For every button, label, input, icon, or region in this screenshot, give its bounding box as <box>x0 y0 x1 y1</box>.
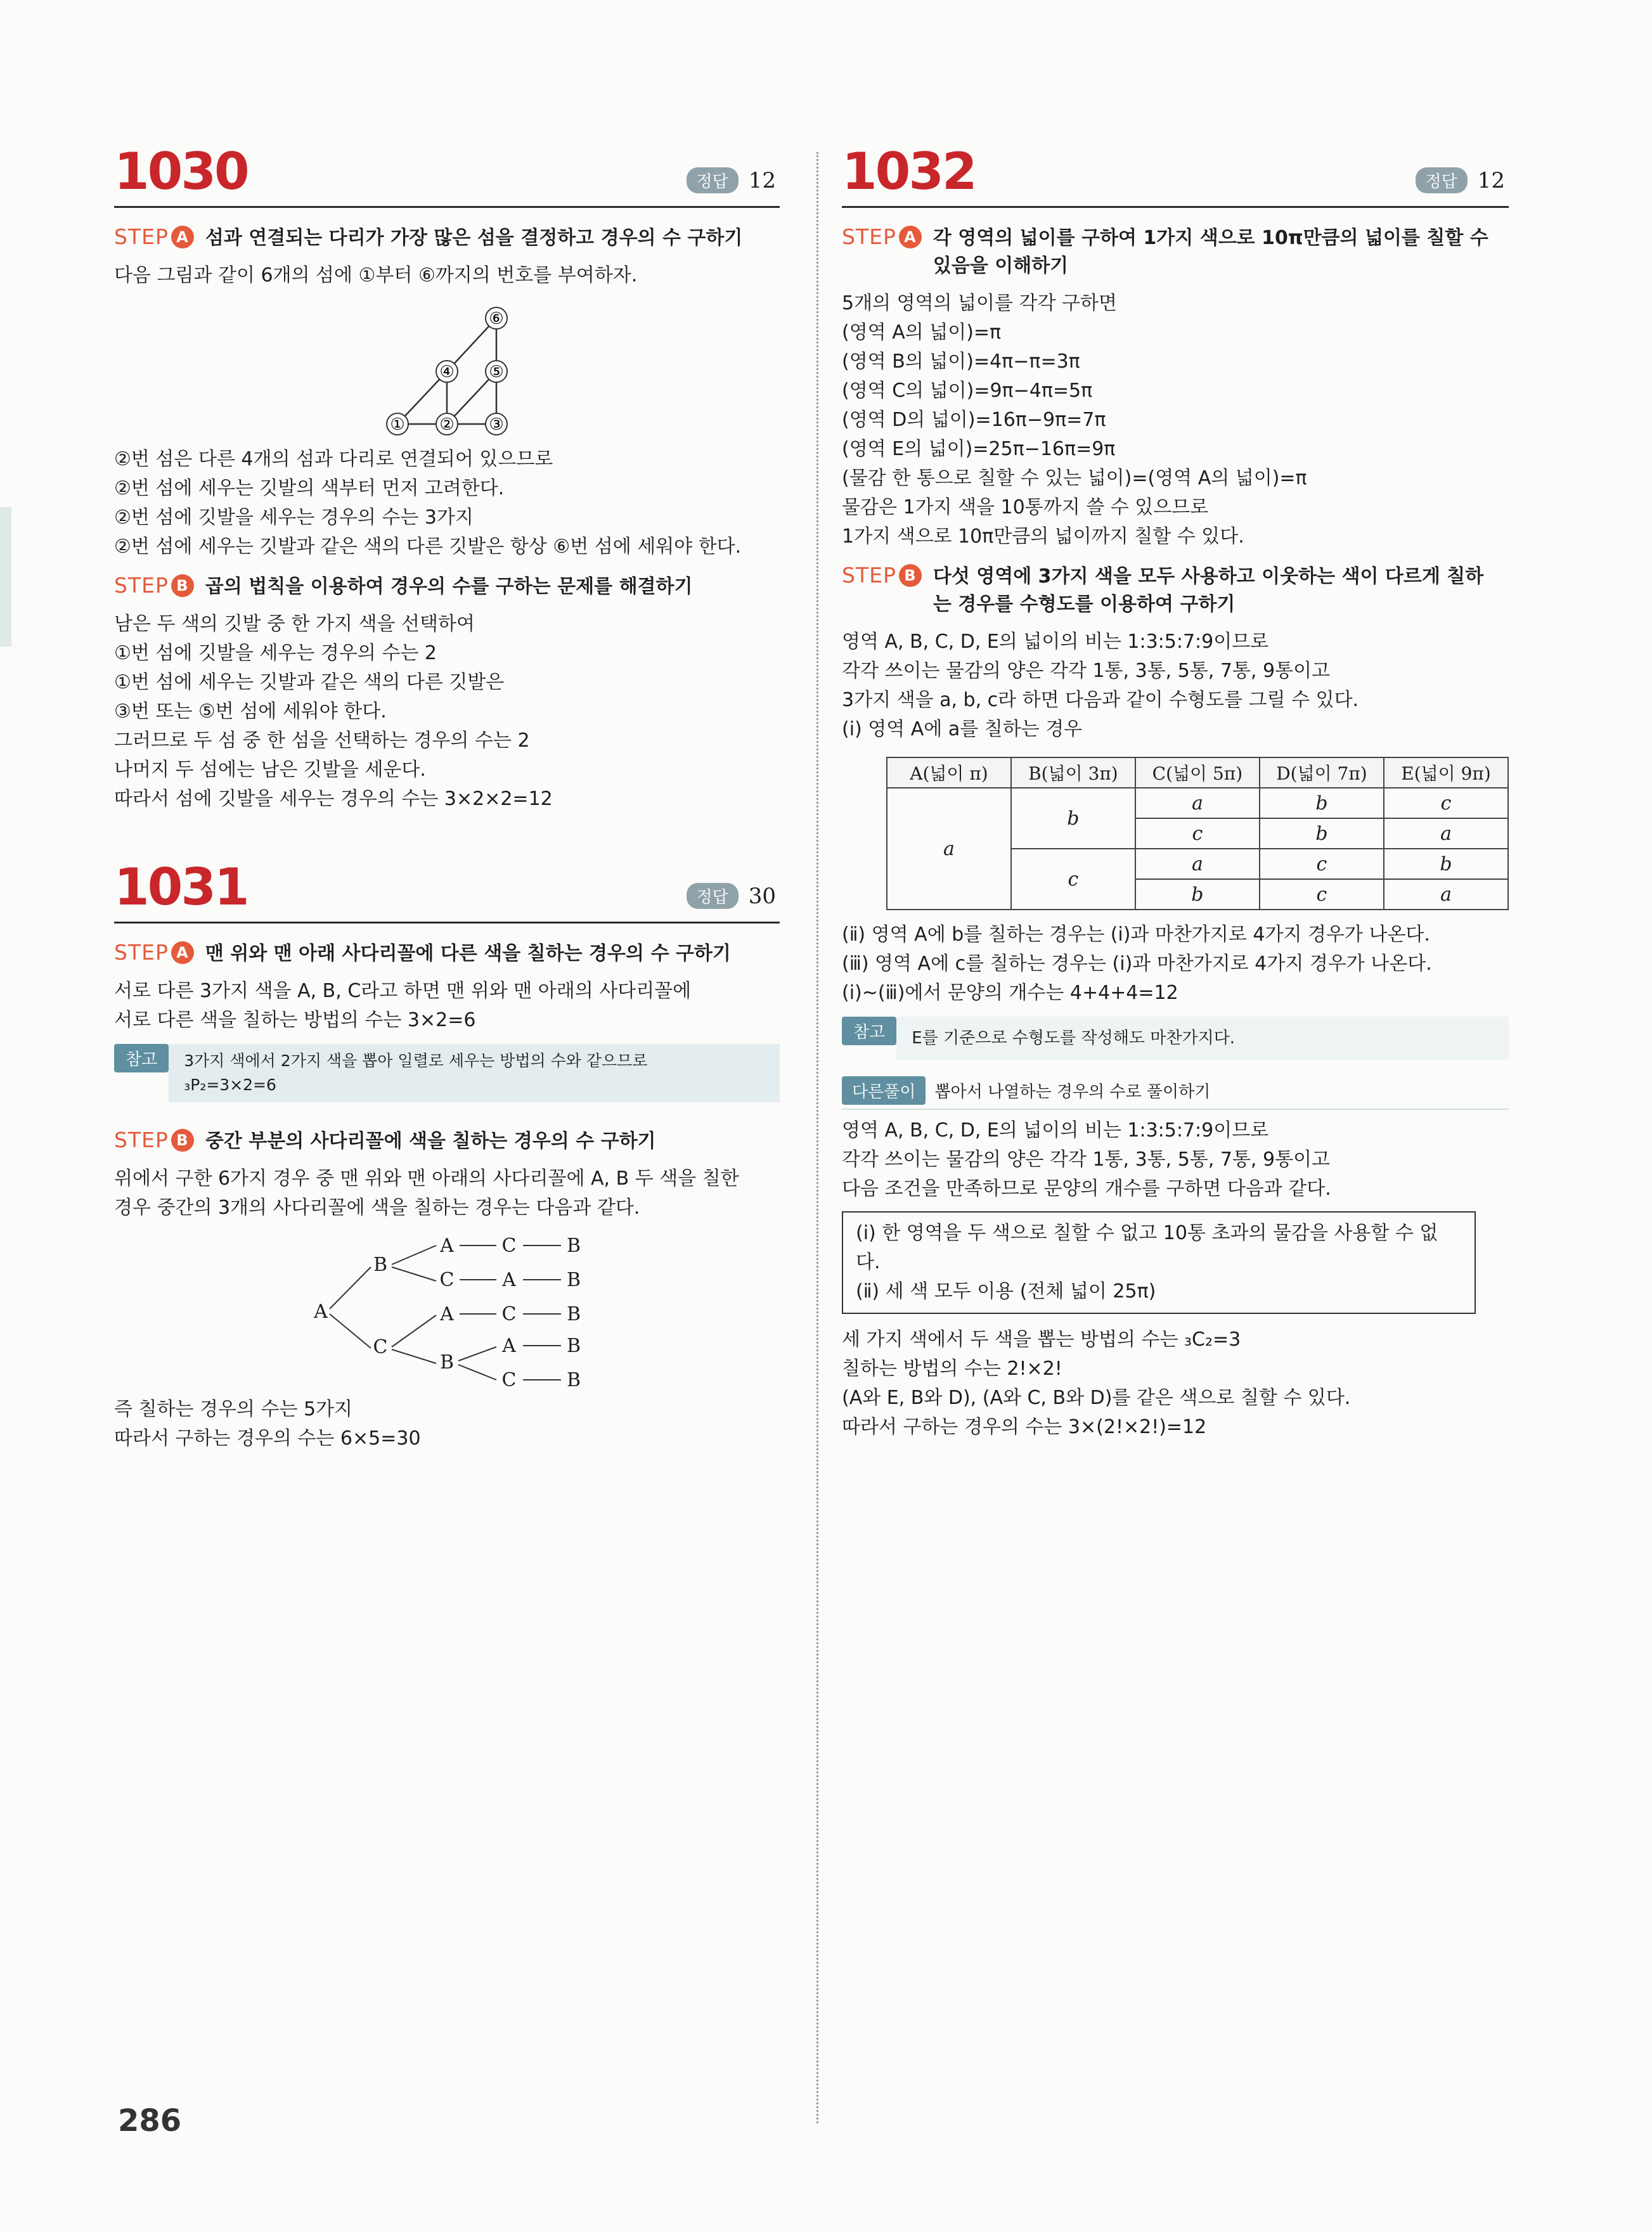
text-line: 영역 A, B, C, D, E의 넓이의 비는 1:3:5:7:9이므로 <box>842 631 1269 653</box>
answer-block <box>687 883 777 909</box>
text-line: 남은 두 색의 깃발 중 한 가지 색을 선택하여 <box>114 613 475 635</box>
step-letter-icon: A <box>171 226 194 248</box>
tree-diagram <box>114 1228 780 1393</box>
text-line: 서로 다른 색을 칠하는 방법의 수는 3×2=6 <box>114 1009 476 1031</box>
step-title: 다섯 영역에 3가지 색을 모두 사용하고 이웃하는 색이 다르게 칠하는 경우를 수형도를 이용하여 구하기 <box>932 565 1484 615</box>
island-label: ③ <box>489 415 504 434</box>
tree-node: A <box>314 1301 328 1323</box>
text-line: 따라서 구하는 경우의 수는 6×5=30 <box>114 1427 421 1450</box>
tree-node: B <box>566 1335 581 1357</box>
note-line: ₃P₂=3×2=6 <box>184 1076 276 1094</box>
text-line: ①번 섬에 깃발을 세우는 경우의 수는 2 <box>114 642 437 664</box>
text-line: (영역 C의 넓이)=9π−4π=5π <box>842 380 1093 402</box>
table-cell: b <box>1260 788 1384 818</box>
text-line: 서로 다른 3가지 색을 A, B, C라고 하면 맨 위와 맨 아래의 사다리꼴에 <box>114 980 692 1002</box>
problem-1032-header <box>842 143 1509 208</box>
step-letter-icon: B <box>899 564 922 587</box>
tree-node: C <box>501 1235 517 1257</box>
condition-line: (ⅰ) 한 영역을 두 색으로 칠할 수 없고 10통 초과의 물감을 사용할 수 없다. <box>856 1222 1438 1273</box>
text-line: 나머지 두 섬에는 남은 깃발을 세운다. <box>114 759 426 781</box>
table-row <box>887 788 1508 818</box>
table-header: B(넓이 3π) <box>1011 757 1135 788</box>
left-column <box>114 143 780 1453</box>
coloring-tree-table <box>886 757 1509 910</box>
table-cell: b <box>1384 849 1508 879</box>
step-letter-icon: B <box>171 574 194 597</box>
answer-badge: 정답 <box>1416 167 1468 193</box>
answer-block <box>1416 167 1506 193</box>
table-cell: c <box>1260 879 1384 910</box>
note-text: E를 기준으로 수형도를 작성해도 마찬가지다. <box>896 1017 1509 1060</box>
reference-note <box>842 1017 1509 1060</box>
tree-node: A <box>440 1235 454 1257</box>
text-line: 그러므로 두 섬 중 한 섬을 선택하는 경우의 수는 2 <box>114 730 530 752</box>
table-cell: b <box>1260 818 1384 849</box>
text-line: (ⅱ) 영역 A에 b를 칠하는 경우는 (ⅰ)과 마찬가지로 4가지 경우가 나온다. <box>842 923 1430 946</box>
text-line: (ⅰ)~(ⅲ)에서 문양의 개수는 4+4+4=12 <box>842 982 1178 1004</box>
text-line: ②번 섬은 다른 4개의 섬과 다리로 연결되어 있으므로 <box>114 448 553 470</box>
text-line: 따라서 구하는 경우의 수는 3×(2!×2!)=12 <box>842 1416 1207 1438</box>
island-label: ⑤ <box>489 363 504 382</box>
text-line: 다음 그림과 같이 6개의 섬에 ①부터 ⑥까지의 번호를 부여하자. <box>114 264 638 286</box>
text-line: 경우 중간의 3개의 사다리꼴에 색을 칠하는 경우는 다음과 같다. <box>114 1197 640 1219</box>
step-tag: STEP B <box>842 563 922 588</box>
step-letter-icon: A <box>171 941 194 964</box>
column-divider <box>816 152 818 2123</box>
text-line: 세 가지 색에서 두 색을 뽑는 방법의 수는 ₃C₂=3 <box>842 1329 1241 1351</box>
table-cell: a <box>887 788 1011 910</box>
table-header: E(넓이 9π) <box>1384 757 1508 788</box>
tree-node: B <box>373 1254 388 1276</box>
answer-badge: 정답 <box>687 883 739 909</box>
text-line: 1가지 색으로 10π만큼의 넓이까지 칠할 수 있다. <box>842 525 1244 548</box>
tree-node: A <box>502 1269 516 1291</box>
text-line: ③번 또는 ⑤번 섬에 세워야 한다. <box>114 700 387 723</box>
alt-badge: 다른풀이 <box>842 1076 926 1105</box>
text-line: 물감은 1가지 색을 10통까지 쓸 수 있으므로 <box>842 496 1209 518</box>
problem-number: 1032 <box>842 142 976 201</box>
step-title: 맨 위와 맨 아래 사다리꼴에 다른 색을 칠하는 경우의 수 구하기 <box>205 943 731 965</box>
island-label: ② <box>439 415 455 434</box>
text-line: ②번 섬에 세우는 깃발과 같은 색의 다른 깃발은 항상 ⑥번 섬에 세워야 한다. <box>114 536 742 558</box>
text-line: (영역 E의 넓이)=25π−16π=9π <box>842 438 1116 460</box>
table-cell: a <box>1135 849 1260 879</box>
problem-number: 1031 <box>114 858 248 917</box>
condition-box <box>842 1211 1476 1314</box>
table-cell: b <box>1011 788 1135 849</box>
text-line: (ⅰ) 영역 A에 a를 칠하는 경우 <box>842 718 1083 740</box>
island-label: ⑥ <box>489 309 504 328</box>
text-line: (ⅲ) 영역 A에 c를 칠하는 경우는 (ⅰ)과 마찬가지로 4가지 경우가 나온다. <box>842 953 1432 975</box>
step-title: 중간 부분의 사다리꼴에 색을 칠하는 경우의 수 구하기 <box>205 1130 656 1152</box>
step-b-heading <box>114 1128 780 1155</box>
tree-node: C <box>373 1336 388 1358</box>
step-tag: STEP A <box>114 224 194 249</box>
step-b-heading <box>114 573 780 601</box>
table-header: D(넓이 7π) <box>1260 757 1384 788</box>
table-cell: c <box>1384 788 1508 818</box>
problem-number: 1030 <box>114 142 248 201</box>
step-title: 각 영역의 넓이를 구하여 1가지 색으로 10π만큼의 넓이를 칠할 수 있음을 이해하기 <box>932 227 1488 277</box>
text-line: ①번 섬에 세우는 깃발과 같은 색의 다른 깃발은 <box>114 671 505 693</box>
step-tag: STEP A <box>114 940 194 965</box>
text-line: (영역 D의 넓이)=16π−9π=7π <box>842 409 1106 431</box>
answer-value: 12 <box>748 167 776 193</box>
tree-node: C <box>501 1369 517 1391</box>
table-cell: c <box>1260 849 1384 879</box>
tree-node: C <box>501 1303 517 1325</box>
table-cell: b <box>1135 879 1260 910</box>
island-bridge-diagram <box>114 294 780 440</box>
answer-block <box>687 167 777 193</box>
tree-node: B <box>566 1269 581 1291</box>
text-line: (물감 한 통으로 칠할 수 있는 넓이)=(영역 A의 넓이)=π <box>842 467 1307 489</box>
note-text <box>169 1044 780 1102</box>
note-line: 3가지 색에서 2가지 색을 뽑아 일렬로 세우는 방법의 수와 같으므로 <box>184 1052 648 1070</box>
step-a-heading <box>114 224 780 252</box>
text-line: (영역 A의 넓이)=π <box>842 321 1002 344</box>
text-line: 영역 A, B, C, D, E의 넓이의 비는 1:3:5:7:9이므로 <box>842 1119 1269 1142</box>
page-number: 286 <box>118 2103 182 2139</box>
note-badge: 참고 <box>114 1044 169 1072</box>
text-line: 각각 쓰이는 물감의 양은 각각 1통, 3통, 5통, 7통, 9통이고 <box>842 660 1331 682</box>
problem-1030-header <box>114 143 780 208</box>
note-badge: 참고 <box>842 1017 896 1045</box>
step-title: 곱의 법칙을 이용하여 경우의 수를 구하는 문제를 해결하기 <box>205 576 693 598</box>
answer-value: 12 <box>1477 167 1505 193</box>
step-b-heading <box>842 563 1509 619</box>
alt-title: 뽑아서 나열하는 경우의 수로 풀이하기 <box>934 1083 1211 1102</box>
table-cell: a <box>1384 879 1508 910</box>
text-line: 칠하는 방법의 수는 2!×2! <box>842 1358 1062 1380</box>
text-line: 위에서 구한 6가지 경우 중 맨 위와 맨 아래의 사다리꼴에 A, B 두 색을 칠한 <box>114 1168 739 1190</box>
table-cell: a <box>1135 788 1260 818</box>
step-a-heading <box>114 940 780 968</box>
tree-node: B <box>566 1303 581 1325</box>
table-cell: c <box>1011 849 1135 910</box>
text-line: 즉 칠하는 경우의 수는 5가지 <box>114 1398 353 1420</box>
tree-node: B <box>439 1351 455 1374</box>
table-cell: c <box>1135 818 1260 849</box>
edge-tab <box>0 507 11 647</box>
step-letter-icon: B <box>171 1129 194 1152</box>
condition-line: (ⅱ) 세 색 모두 이용 (전체 넓이 25π) <box>856 1280 1156 1303</box>
text-line: 각각 쓰이는 물감의 양은 각각 1통, 3통, 5통, 7통, 9통이고 <box>842 1149 1331 1171</box>
tree-node: A <box>502 1335 516 1357</box>
step-tag: STEP B <box>114 573 194 598</box>
tree-node: A <box>440 1303 454 1325</box>
right-column <box>842 143 1509 1442</box>
text-line: (영역 B의 넓이)=4π−π=3π <box>842 351 1080 373</box>
alternative-solution-heading <box>842 1076 1509 1110</box>
text-line: 따라서 섬에 깃발을 세우는 경우의 수는 3×2×2=12 <box>114 788 553 810</box>
answer-badge: 정답 <box>687 167 739 193</box>
text-line: 다음 조건을 만족하므로 문양의 개수를 구하면 다음과 같다. <box>842 1178 1331 1200</box>
tree-node: B <box>566 1369 581 1391</box>
tree-node: C <box>439 1269 455 1291</box>
answer-value: 30 <box>748 883 776 909</box>
problem-1031-header <box>114 858 780 923</box>
table-header: A(넓이 π) <box>887 757 1011 788</box>
text-line: (A와 E, B와 D), (A와 C, B와 D)를 같은 색으로 칠할 수 있다. <box>842 1387 1351 1409</box>
island-label: ④ <box>439 363 455 382</box>
text-line: 3가지 색을 a, b, c라 하면 다음과 같이 수형도를 그릴 수 있다. <box>842 689 1359 711</box>
text-line: 5개의 영역의 넓이를 각각 구하면 <box>842 292 1117 314</box>
step-tag: STEP B <box>114 1128 194 1152</box>
table-cell: a <box>1384 818 1508 849</box>
text-line: ②번 섬에 깃발을 세우는 경우의 수는 3가지 <box>114 506 474 529</box>
step-a-heading <box>842 224 1509 280</box>
table-header: C(넓이 5π) <box>1135 757 1260 788</box>
reference-note <box>114 1044 780 1102</box>
text-line: ②번 섬에 세우는 깃발의 색부터 먼저 고려한다. <box>114 477 505 499</box>
step-letter-icon: A <box>899 226 922 248</box>
island-label: ① <box>390 415 405 434</box>
step-title: 섬과 연결되는 다리가 가장 많은 섬을 결정하고 경우의 수 구하기 <box>205 227 743 249</box>
step-tag: STEP A <box>842 224 922 249</box>
tree-node: B <box>566 1235 581 1257</box>
table-header-row <box>887 757 1508 788</box>
